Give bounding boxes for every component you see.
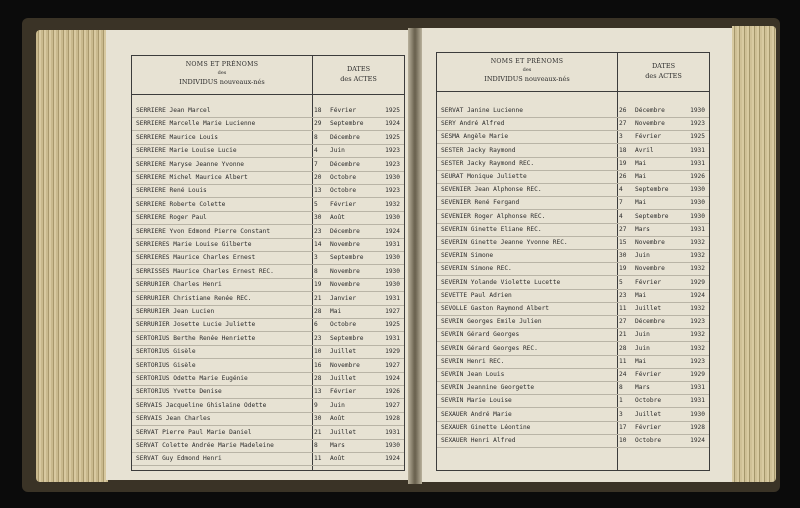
entry-day: 1 bbox=[619, 397, 623, 405]
entry-year: 1931 bbox=[690, 225, 705, 233]
entry-name: SEVRIN Jean Louis bbox=[441, 371, 505, 378]
entry-year: 1929 bbox=[690, 371, 705, 378]
right-table-header bbox=[437, 53, 709, 92]
entry-day: 29 bbox=[314, 120, 322, 128]
entry-name: SEVERIN Ginette Jeanne Yvonne REC. bbox=[441, 239, 568, 246]
entry-name: SERTORIUS Gisèle bbox=[136, 361, 196, 369]
entry-year: 1923 bbox=[385, 160, 400, 168]
entry-day: 28 bbox=[619, 344, 627, 352]
entry-year: 1924 bbox=[690, 437, 705, 444]
entry-day: 23 bbox=[619, 291, 627, 299]
entry-year: 1930 bbox=[690, 410, 705, 418]
table-row bbox=[437, 394, 709, 407]
entry-day: 17 bbox=[619, 423, 627, 431]
entry-year: 1925 bbox=[385, 107, 400, 114]
entry-name: SEVRIN Gérard Georges REC. bbox=[441, 344, 538, 352]
entry-day: 13 bbox=[314, 187, 322, 195]
table-row bbox=[132, 278, 404, 291]
entry-month: Octobre bbox=[330, 187, 357, 195]
entry-day: 18 bbox=[619, 146, 627, 154]
entry-month: Juillet bbox=[330, 428, 357, 436]
entry-month: Novembre bbox=[330, 281, 360, 289]
entry-day: 4 bbox=[619, 186, 623, 194]
header-des: des bbox=[522, 67, 532, 73]
entry-name: SERVAT Pierre Paul Marie Daniel bbox=[136, 428, 252, 436]
entry-name: SERTORIUS Berthe Renée Henriette bbox=[136, 334, 256, 342]
entry-day: 26 bbox=[619, 107, 627, 114]
entry-name: SERVAT Guy Edmond Henri bbox=[136, 455, 222, 463]
entry-month: Septembre bbox=[635, 186, 669, 194]
entry-day: 30 bbox=[619, 252, 627, 260]
entry-name: SERRURIER Jean Lucien bbox=[136, 308, 215, 315]
entry-day: 28 bbox=[314, 308, 322, 315]
entry-year: 1930 bbox=[690, 199, 705, 207]
entry-year: 1932 bbox=[690, 265, 705, 273]
entry-month: Juin bbox=[635, 344, 650, 352]
table-row bbox=[132, 144, 404, 157]
entry-name: SEVERIN Simone bbox=[441, 252, 494, 260]
entry-name: SERRISSES Maurice Charles Ernest REC. bbox=[136, 267, 274, 275]
entry-name: SEVERIN Ginette Eliane REC. bbox=[441, 225, 542, 233]
table-row bbox=[132, 198, 404, 211]
entry-name: SEVERIN Yolande Violette Lucette bbox=[441, 278, 561, 286]
entry-name: SERRIERE Marcelle Marie Lucienne bbox=[136, 120, 256, 128]
entry-year: 1923 bbox=[690, 318, 705, 326]
entry-day: 11 bbox=[619, 357, 627, 365]
entry-year: 1930 bbox=[690, 186, 705, 194]
entry-name: SEVRIN Gérard Georges bbox=[441, 331, 520, 339]
entry-name: SERRURIER Josette Lucie Juliette bbox=[136, 321, 256, 329]
entry-month: Juin bbox=[330, 401, 345, 409]
entry-day: 4 bbox=[619, 212, 623, 220]
row-rule bbox=[132, 465, 404, 466]
entry-month: Juillet bbox=[330, 348, 357, 356]
table-row bbox=[437, 276, 709, 289]
table-row bbox=[132, 225, 404, 238]
entry-month: Septembre bbox=[635, 212, 669, 220]
entry-year: 1927 bbox=[385, 308, 400, 315]
entry-month: Décembre bbox=[635, 318, 665, 326]
entry-day: 16 bbox=[314, 361, 322, 369]
entry-month: Novembre bbox=[635, 239, 665, 246]
entry-year: 1925 bbox=[690, 133, 705, 141]
entry-month: Août bbox=[330, 214, 345, 222]
table-row bbox=[437, 223, 709, 236]
entry-month: Mars bbox=[330, 442, 345, 449]
entry-month: Octobre bbox=[330, 321, 357, 329]
entry-year: 1924 bbox=[690, 291, 705, 299]
header-des-actes: des ACTES bbox=[340, 75, 377, 83]
entry-month: Juin bbox=[635, 331, 650, 339]
table-row bbox=[132, 359, 404, 372]
table-row bbox=[132, 104, 404, 117]
entry-day: 5 bbox=[314, 200, 318, 208]
header-des: des bbox=[217, 70, 227, 76]
entry-name: SEVRIN Jeannine Georgette bbox=[441, 384, 535, 392]
table-row bbox=[437, 328, 709, 341]
entry-year: 1923 bbox=[385, 187, 400, 195]
entry-year: 1932 bbox=[690, 331, 705, 339]
table-row bbox=[437, 368, 709, 381]
table-row bbox=[132, 439, 404, 452]
entry-month: Octobre bbox=[330, 174, 357, 181]
entry-month: Mai bbox=[330, 308, 342, 315]
entry-day: 7 bbox=[619, 199, 623, 207]
table-row bbox=[437, 183, 709, 196]
table-row bbox=[132, 238, 404, 251]
entry-day: 13 bbox=[314, 388, 322, 396]
left-register-table bbox=[131, 55, 405, 471]
entry-year: 1924 bbox=[385, 455, 400, 463]
entry-year: 1931 bbox=[385, 241, 400, 248]
entry-name: SERVAT Janine Lucienne bbox=[441, 107, 523, 114]
entry-month: Décembre bbox=[330, 133, 360, 141]
entry-name: SERY André Alfred bbox=[441, 120, 505, 128]
entry-month: Septembre bbox=[330, 334, 364, 342]
right-register-table bbox=[436, 52, 710, 471]
entry-month: Mai bbox=[635, 291, 647, 299]
entry-year: 1931 bbox=[690, 397, 705, 405]
entry-year: 1931 bbox=[690, 159, 705, 167]
table-row bbox=[132, 158, 404, 171]
entry-name: SEVENIER Jean Alphonse REC. bbox=[441, 186, 542, 194]
entry-day: 27 bbox=[619, 225, 627, 233]
header-dates: DATES bbox=[651, 62, 676, 70]
entry-month: Mai bbox=[635, 159, 647, 167]
table-row bbox=[437, 381, 709, 394]
entry-year: 1927 bbox=[385, 401, 400, 409]
entry-name: SEVRIN Marie Louise bbox=[441, 397, 512, 405]
entry-month: Juin bbox=[635, 252, 650, 260]
entry-name: SEURAT Monique Juliette bbox=[441, 173, 527, 180]
entry-year: 1929 bbox=[385, 348, 400, 356]
entry-name: SESTER Jacky Raymond bbox=[441, 146, 516, 154]
entry-month: Novembre bbox=[635, 120, 665, 128]
entry-month: Juillet bbox=[635, 305, 662, 312]
entry-month: Avril bbox=[635, 146, 654, 154]
entry-month: Octobre bbox=[635, 437, 662, 444]
entry-year: 1928 bbox=[690, 423, 705, 431]
header-individus: INDIVIDUS nouveaux-nés bbox=[179, 78, 265, 86]
entry-month: Mai bbox=[635, 199, 647, 207]
entry-day: 10 bbox=[314, 348, 322, 356]
table-row bbox=[132, 332, 404, 345]
entry-day: 20 bbox=[314, 174, 322, 181]
entry-name: SERVAT Colette Andrée Marie Madeleine bbox=[136, 442, 274, 449]
entry-month: Février bbox=[635, 423, 662, 431]
entry-name: SERRIERE Roberte Colette bbox=[136, 200, 226, 208]
table-row bbox=[132, 211, 404, 224]
entry-day: 27 bbox=[619, 318, 627, 326]
entry-name: SEVRIN Georges Emile Julien bbox=[441, 318, 542, 326]
entry-name: SEVERIN Simone REC. bbox=[441, 265, 512, 273]
entry-day: 9 bbox=[314, 401, 318, 409]
entry-day: 21 bbox=[314, 294, 322, 302]
entry-day: 28 bbox=[314, 375, 322, 382]
entry-name: SESMA Angèle Marie bbox=[441, 133, 509, 141]
entry-month: Juin bbox=[330, 147, 345, 155]
entry-year: 1931 bbox=[385, 334, 400, 342]
entry-year: 1927 bbox=[385, 361, 400, 369]
entry-year: 1930 bbox=[385, 254, 400, 262]
table-row bbox=[437, 236, 709, 249]
entry-day: 3 bbox=[619, 133, 623, 141]
entry-month: Septembre bbox=[330, 120, 364, 128]
entry-day: 5 bbox=[619, 278, 623, 286]
table-row bbox=[437, 302, 709, 315]
entry-name: SEVOLLE Gaston Raymond Albert bbox=[441, 305, 550, 312]
entry-day: 3 bbox=[314, 254, 318, 262]
entry-month: Juillet bbox=[635, 410, 662, 418]
entry-day: 27 bbox=[619, 120, 627, 128]
names-column-header bbox=[132, 56, 312, 94]
entry-year: 1925 bbox=[385, 133, 400, 141]
entry-name: SERTORIUS Gisèle bbox=[136, 348, 196, 356]
entry-year: 1924 bbox=[385, 120, 400, 128]
entry-day: 19 bbox=[619, 159, 627, 167]
entry-name: SERRIERES Marie Louise Gilberte bbox=[136, 241, 252, 248]
table-row bbox=[132, 372, 404, 385]
entry-year: 1924 bbox=[385, 227, 400, 235]
entry-month: Mai bbox=[635, 357, 647, 365]
entry-year: 1929 bbox=[690, 278, 705, 286]
entry-day: 14 bbox=[314, 241, 322, 248]
entry-day: 4 bbox=[314, 147, 318, 155]
table-row bbox=[437, 249, 709, 262]
dates-column-header bbox=[312, 56, 404, 94]
entry-year: 1931 bbox=[690, 384, 705, 392]
entry-month: Mars bbox=[635, 225, 650, 233]
entry-day: 18 bbox=[314, 107, 322, 114]
entry-name: SEVENIER Roger Alphonse REC. bbox=[441, 212, 546, 220]
entry-day: 10 bbox=[619, 437, 627, 444]
table-row bbox=[132, 305, 404, 318]
entry-day: 30 bbox=[314, 415, 322, 423]
entry-year: 1926 bbox=[690, 173, 705, 180]
entry-day: 21 bbox=[314, 428, 322, 436]
table-row bbox=[132, 265, 404, 278]
entry-day: 8 bbox=[619, 384, 623, 392]
entry-year: 1931 bbox=[385, 294, 400, 302]
entry-day: 15 bbox=[619, 239, 627, 246]
entry-year: 1931 bbox=[690, 146, 705, 154]
entry-day: 8 bbox=[314, 442, 318, 449]
entry-month: Février bbox=[330, 200, 357, 208]
table-row bbox=[437, 315, 709, 328]
entry-year: 1932 bbox=[385, 200, 400, 208]
entry-day: 23 bbox=[314, 334, 322, 342]
entry-month: Août bbox=[330, 415, 345, 423]
table-row bbox=[437, 421, 709, 434]
entry-name: SERRIERE Maurice Louis bbox=[136, 133, 218, 141]
entry-year: 1932 bbox=[690, 252, 705, 260]
entry-day: 11 bbox=[314, 455, 322, 463]
table-row bbox=[437, 104, 709, 117]
right-page-edges bbox=[732, 26, 776, 482]
table-row bbox=[132, 251, 404, 264]
entry-month: Octobre bbox=[635, 397, 662, 405]
entry-name: SEXAUER André Marie bbox=[441, 410, 512, 418]
entry-name: SERTORIUS Yvette Denise bbox=[136, 388, 222, 396]
entry-year: 1930 bbox=[385, 214, 400, 222]
header-individus: INDIVIDUS nouveaux-nés bbox=[484, 75, 570, 83]
entry-day: 19 bbox=[619, 265, 627, 273]
table-row bbox=[132, 171, 404, 184]
header-title: NOMS ET PRÉNOMS bbox=[490, 58, 564, 65]
entry-month: Septembre bbox=[330, 254, 364, 262]
entry-year: 1930 bbox=[385, 174, 400, 181]
entry-name: SERRIERE Roger Paul bbox=[136, 214, 207, 222]
entry-month: Janvier bbox=[330, 294, 357, 302]
entry-year: 1930 bbox=[690, 212, 705, 220]
entry-month: Mai bbox=[635, 173, 647, 180]
entry-year: 1932 bbox=[690, 305, 705, 312]
table-row bbox=[437, 262, 709, 275]
entry-day: 19 bbox=[314, 281, 322, 289]
entry-day: 3 bbox=[619, 410, 623, 418]
entry-name: SERRIERE Jean Marcel bbox=[136, 107, 211, 114]
table-row bbox=[132, 452, 404, 465]
names-column-header bbox=[437, 53, 617, 91]
entry-name: SERRIERES Maurice Charles Ernest bbox=[136, 254, 256, 262]
entry-name: SESTER Jacky Raymond REC. bbox=[441, 159, 535, 167]
entry-day: 21 bbox=[619, 331, 627, 339]
table-row bbox=[437, 157, 709, 170]
entry-day: 24 bbox=[619, 371, 627, 378]
book-gutter bbox=[408, 28, 422, 484]
header-des-actes: des ACTES bbox=[645, 72, 682, 80]
table-row bbox=[437, 144, 709, 157]
entry-day: 11 bbox=[619, 305, 627, 312]
entry-name: SERRURIER Christiane Renée REC. bbox=[136, 294, 252, 302]
entry-name: SERRIERE Marie Louise Lucie bbox=[136, 147, 237, 155]
entry-month: Février bbox=[330, 388, 357, 396]
entry-name: SEVETTE Paul Adrien bbox=[441, 291, 512, 299]
entry-name: SERRIERE Michel Maurice Albert bbox=[136, 174, 248, 181]
table-row bbox=[437, 408, 709, 421]
table-row bbox=[437, 196, 709, 209]
table-row bbox=[437, 434, 709, 447]
table-row bbox=[132, 412, 404, 425]
table-row bbox=[437, 342, 709, 355]
entry-month: Février bbox=[330, 107, 357, 114]
table-row bbox=[132, 399, 404, 412]
entry-year: 1923 bbox=[690, 120, 705, 128]
entry-month: Décembre bbox=[635, 107, 665, 114]
entry-year: 1932 bbox=[690, 344, 705, 352]
entry-day: 7 bbox=[314, 160, 318, 168]
entry-month: Décembre bbox=[330, 227, 360, 235]
table-row bbox=[132, 292, 404, 305]
entry-month: Février bbox=[635, 371, 662, 378]
entry-year: 1926 bbox=[385, 388, 400, 396]
entry-year: 1932 bbox=[690, 239, 705, 246]
left-page-edges bbox=[36, 30, 108, 482]
entry-year: 1930 bbox=[385, 281, 400, 289]
entry-name: SERVAIS Jacqueline Ghislaine Odette bbox=[136, 401, 267, 409]
table-row bbox=[437, 170, 709, 183]
entry-month: Mars bbox=[635, 384, 650, 392]
entry-name: SERRIERE Maryse Jeanne Yvonne bbox=[136, 160, 245, 168]
header-title: NOMS ET PRÉNOMS bbox=[185, 61, 259, 68]
table-row bbox=[437, 289, 709, 302]
entry-month: Novembre bbox=[330, 267, 360, 275]
entry-month: Décembre bbox=[330, 160, 360, 168]
entry-month: Février bbox=[635, 133, 662, 141]
entry-name: SEVENIER René Fergand bbox=[441, 199, 520, 207]
table-row bbox=[132, 345, 404, 358]
entry-day: 6 bbox=[314, 321, 318, 329]
entry-day: 8 bbox=[314, 133, 318, 141]
entry-name: SERTORIUS Odette Marie Eugénie bbox=[136, 375, 248, 382]
entry-name: SEXAUER Henri Alfred bbox=[441, 437, 516, 444]
table-row bbox=[437, 210, 709, 223]
entry-year: 1925 bbox=[385, 321, 400, 329]
entry-year: 1930 bbox=[690, 107, 705, 114]
header-dates: DATES bbox=[346, 65, 371, 73]
table-row bbox=[437, 117, 709, 130]
row-rule bbox=[437, 447, 709, 448]
entry-month: Février bbox=[635, 278, 662, 286]
entry-name: SERRIERE René Louis bbox=[136, 187, 207, 195]
entry-month: Novembre bbox=[330, 241, 360, 248]
entry-year: 1923 bbox=[385, 147, 400, 155]
entry-name: SEXAUER Ginette Léontine bbox=[441, 423, 531, 431]
entry-year: 1928 bbox=[385, 415, 400, 423]
table-row bbox=[437, 355, 709, 368]
entry-year: 1924 bbox=[385, 375, 400, 382]
entry-month: Novembre bbox=[635, 265, 665, 273]
table-row bbox=[437, 130, 709, 143]
entry-month: Juillet bbox=[330, 375, 357, 382]
dates-column-header bbox=[617, 53, 709, 91]
table-row bbox=[132, 184, 404, 197]
entry-year: 1930 bbox=[385, 442, 400, 449]
entry-year: 1930 bbox=[385, 267, 400, 275]
entry-year: 1931 bbox=[385, 428, 400, 436]
entry-day: 23 bbox=[314, 227, 322, 235]
entry-month: Août bbox=[330, 455, 345, 463]
entry-day: 30 bbox=[314, 214, 322, 222]
table-row bbox=[132, 318, 404, 331]
left-table-header bbox=[132, 56, 404, 95]
entry-day: 8 bbox=[314, 267, 318, 275]
entry-name: SERRURIER Charles Henri bbox=[136, 281, 222, 289]
table-row bbox=[132, 385, 404, 398]
entry-name: SERVAIS Jean Charles bbox=[136, 415, 211, 423]
table-row bbox=[132, 131, 404, 144]
entry-day: 26 bbox=[619, 173, 627, 180]
entry-year: 1923 bbox=[690, 357, 705, 365]
entry-month: Novembre bbox=[330, 361, 360, 369]
entry-name: SEVRIN Henri REC. bbox=[441, 357, 505, 365]
entry-name: SERRIERE Yvon Edmond Pierre Constant bbox=[136, 227, 271, 235]
table-row bbox=[132, 117, 404, 130]
table-row bbox=[132, 426, 404, 439]
